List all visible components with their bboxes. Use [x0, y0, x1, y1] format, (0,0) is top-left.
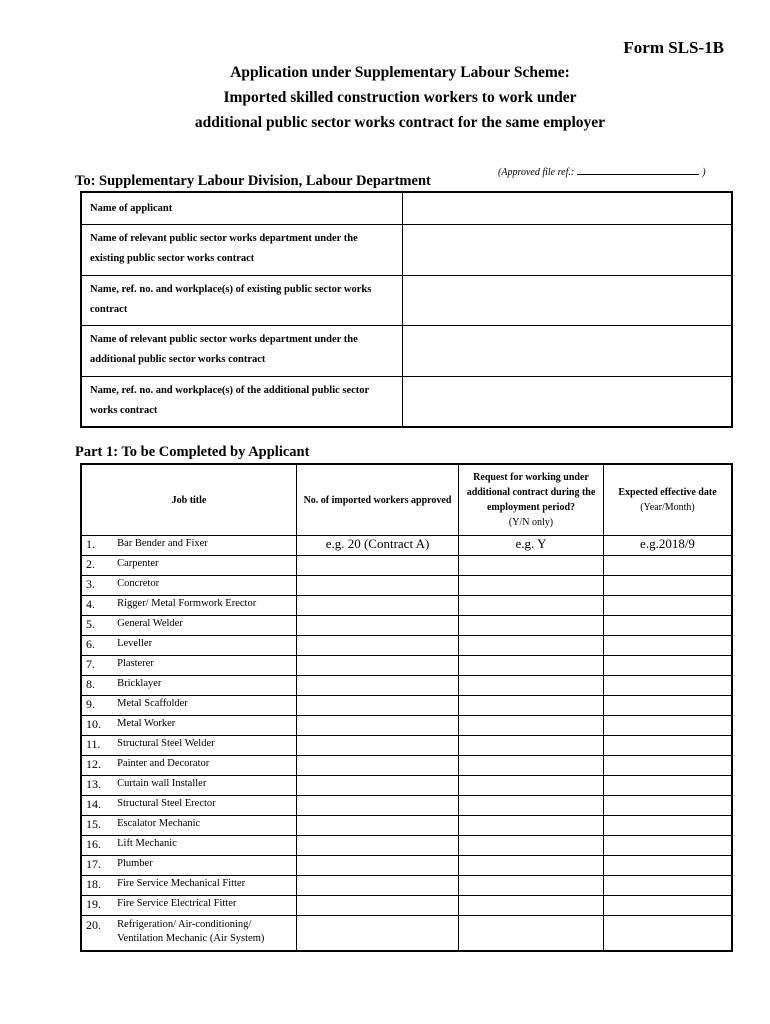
request-cell[interactable] — [459, 796, 604, 816]
table-row — [81, 656, 732, 676]
request-cell[interactable] — [459, 856, 604, 876]
effective-date-cell[interactable] — [604, 836, 733, 856]
info-label: Name of relevant public sector works department under the additional public sector works contract — [81, 325, 403, 376]
row-number: 8. — [81, 676, 111, 696]
workers-approved-cell[interactable] — [297, 756, 459, 776]
title-line-1: Application under Supplementary Labour Scheme: — [230, 64, 570, 81]
effective-date-cell[interactable] — [604, 876, 733, 896]
job-title-cell: Leveller — [111, 636, 296, 656]
info-row — [81, 192, 732, 224]
row-number: 16. — [81, 836, 111, 856]
row-number: 1. — [81, 536, 111, 556]
info-label: Name of relevant public sector works department under the existing public sector works contract — [81, 224, 403, 275]
effective-date-cell[interactable] — [604, 696, 733, 716]
info-label: Name, ref. no. and workplace(s) of existing public sector works contract — [81, 275, 403, 325]
workers-approved-cell[interactable] — [297, 636, 459, 656]
row-number: 19. — [81, 896, 111, 916]
effective-date-cell[interactable] — [604, 796, 733, 816]
job-title-cell: Plumber — [111, 856, 296, 876]
table-row — [81, 756, 732, 776]
job-title-cell: Fire Service Mechanical Fitter — [111, 876, 296, 896]
workers-approved-cell[interactable] — [297, 896, 459, 916]
workers-approved-cell[interactable] — [297, 676, 459, 696]
job-title-cell: Plasterer — [111, 656, 296, 676]
row-number: 4. — [81, 596, 111, 616]
effective-date-cell[interactable] — [604, 776, 733, 796]
header-job-title — [81, 464, 297, 536]
info-label: Name of applicant — [81, 192, 403, 224]
request-cell[interactable] — [459, 716, 604, 736]
table-row — [81, 616, 732, 636]
row-number: 15. — [81, 816, 111, 836]
job-title-cell: Carpenter — [111, 556, 296, 576]
request-cell[interactable] — [459, 576, 604, 596]
job-title-cell: Lift Mechanic — [111, 836, 296, 856]
row-number: 7. — [81, 656, 111, 676]
workers-approved-cell[interactable] — [297, 576, 459, 596]
workers-approved-cell[interactable] — [297, 816, 459, 836]
request-cell[interactable] — [459, 596, 604, 616]
request-cell[interactable] — [459, 636, 604, 656]
effective-date-cell[interactable] — [604, 556, 733, 576]
applicant-info-table — [80, 191, 733, 428]
job-title-cell: Refrigeration/ Air-conditioning/ Ventilation Mechanic (Air System) — [111, 916, 296, 952]
table-row — [81, 696, 732, 716]
job-title-cell: Painter and Decorator — [111, 756, 296, 776]
effective-date-cell[interactable] — [604, 656, 733, 676]
approved-file-ref-label: (Approved file ref.: — [498, 167, 575, 178]
table-row — [81, 796, 732, 816]
row-number: 13. — [81, 776, 111, 796]
effective-date-cell[interactable] — [604, 596, 733, 616]
table-row — [81, 596, 732, 616]
job-table-header — [81, 464, 732, 536]
effective-date-cell[interactable]: e.g.2018/9 — [604, 536, 733, 556]
job-title-cell: Rigger/ Metal Formwork Erector — [111, 596, 296, 616]
title-line-3: additional public sector works contract for the same employer — [194, 114, 606, 131]
table-row — [81, 536, 732, 556]
header-effective-date-sub: (Year/Month) — [640, 502, 695, 513]
row-number: 12. — [81, 756, 111, 776]
row-number: 6. — [81, 636, 111, 656]
job-title-cell: Metal Scaffolder — [111, 696, 296, 716]
table-row — [81, 636, 732, 656]
approved-file-ref — [498, 164, 706, 178]
table-row — [81, 716, 732, 736]
job-title-cell: Escalator Mechanic — [111, 816, 296, 836]
table-row — [81, 896, 732, 916]
request-cell[interactable] — [459, 556, 604, 576]
workers-approved-cell[interactable] — [297, 556, 459, 576]
row-number: 20. — [81, 916, 111, 952]
addressee-line: To: Supplementary Labour Division, Labour Department — [75, 173, 431, 189]
effective-date-cell[interactable] — [604, 716, 733, 736]
workers-approved-cell[interactable] — [297, 616, 459, 636]
row-number: 17. — [81, 856, 111, 876]
effective-date-cell[interactable] — [604, 736, 733, 756]
job-title-cell: Structural Steel Erector — [111, 796, 296, 816]
job-title-cell: Fire Service Electrical Fitter — [111, 896, 296, 916]
table-row — [81, 876, 732, 896]
part1-heading: Part 1: To be Completed by Applicant — [75, 444, 310, 460]
info-row — [81, 376, 732, 427]
table-row — [81, 556, 732, 576]
request-cell[interactable] — [459, 676, 604, 696]
request-cell[interactable] — [459, 836, 604, 856]
header-effective-date — [604, 464, 733, 536]
request-cell[interactable] — [459, 696, 604, 716]
effective-date-cell[interactable] — [604, 576, 733, 596]
workers-approved-cell[interactable] — [297, 736, 459, 756]
table-row — [81, 916, 732, 952]
effective-date-cell[interactable] — [604, 916, 733, 952]
request-cell[interactable] — [459, 816, 604, 836]
header-no-workers-label: No. of imported workers approved — [303, 494, 452, 506]
row-number: 11. — [81, 736, 111, 756]
workers-approved-cell[interactable] — [297, 916, 459, 952]
job-title-cell: Metal Worker — [111, 716, 296, 736]
title-line-2: Imported skilled construction workers to work under — [223, 89, 577, 106]
row-number: 10. — [81, 716, 111, 736]
effective-date-cell[interactable] — [604, 616, 733, 636]
header-no-workers — [297, 464, 459, 536]
existing-contract-field[interactable] — [403, 275, 733, 325]
effective-date-cell[interactable] — [604, 676, 733, 696]
table-row — [81, 836, 732, 856]
table-row — [81, 736, 732, 756]
info-row — [81, 224, 732, 275]
table-row — [81, 676, 732, 696]
effective-date-cell[interactable] — [604, 816, 733, 836]
row-number: 2. — [81, 556, 111, 576]
request-cell[interactable] — [459, 776, 604, 796]
workers-approved-cell[interactable] — [297, 796, 459, 816]
table-row — [81, 576, 732, 596]
effective-date-cell[interactable] — [604, 636, 733, 656]
row-number: 14. — [81, 796, 111, 816]
job-title-cell: Bricklayer — [111, 676, 296, 696]
existing-department-field[interactable] — [403, 224, 733, 275]
job-title-cell: Concretor — [111, 576, 296, 596]
effective-date-cell[interactable] — [604, 896, 733, 916]
approved-file-ref-close: ) — [702, 167, 706, 178]
table-row — [81, 856, 732, 876]
workers-approved-cell[interactable] — [297, 656, 459, 676]
additional-department-field[interactable] — [403, 325, 733, 376]
job-title-cell: Bar Bender and Fixer — [111, 536, 296, 556]
request-cell[interactable] — [459, 876, 604, 896]
header-effective-date-label: Expected effective date — [618, 487, 717, 498]
header-request-sub: (Y/N only) — [508, 517, 554, 528]
row-number: 9. — [81, 696, 111, 716]
row-number: 18. — [81, 876, 111, 896]
request-cell[interactable] — [459, 736, 604, 756]
applicant-name-field[interactable] — [403, 192, 733, 224]
workers-approved-cell[interactable] — [297, 836, 459, 856]
header-request — [459, 464, 604, 536]
workers-approved-cell[interactable] — [297, 776, 459, 796]
additional-contract-field[interactable] — [403, 376, 733, 427]
job-title-cell: General Welder — [111, 616, 296, 636]
workers-approved-cell[interactable]: e.g. 20 (Contract A) — [297, 536, 459, 556]
workers-approved-cell[interactable] — [297, 876, 459, 896]
workers-approved-cell[interactable] — [297, 856, 459, 876]
info-label: Name, ref. no. and workplace(s) of the additional public sector works contract — [81, 376, 403, 427]
workers-approved-cell[interactable] — [297, 696, 459, 716]
request-cell[interactable] — [459, 896, 604, 916]
header-request-label: Request for working under additional contract during the employment period? — [466, 472, 596, 513]
approved-file-ref-field[interactable] — [577, 164, 699, 175]
request-cell[interactable] — [459, 656, 604, 676]
request-cell[interactable] — [459, 616, 604, 636]
info-row — [81, 275, 732, 325]
table-row — [81, 816, 732, 836]
request-cell[interactable]: e.g. Y — [459, 536, 604, 556]
header-job-title-label: Job title — [171, 494, 207, 506]
table-row — [81, 776, 732, 796]
effective-date-cell[interactable] — [604, 756, 733, 776]
request-cell[interactable] — [459, 916, 604, 952]
workers-approved-cell[interactable] — [297, 716, 459, 736]
row-number: 5. — [81, 616, 111, 636]
workers-approved-cell[interactable] — [297, 596, 459, 616]
row-number: 3. — [81, 576, 111, 596]
effective-date-cell[interactable] — [604, 856, 733, 876]
form-number: Form SLS-1B — [623, 38, 724, 57]
request-cell[interactable] — [459, 756, 604, 776]
job-table — [80, 463, 733, 952]
job-title-cell: Curtain wall Installer — [111, 776, 296, 796]
job-title-cell: Structural Steel Welder — [111, 736, 296, 756]
info-row — [81, 325, 732, 376]
